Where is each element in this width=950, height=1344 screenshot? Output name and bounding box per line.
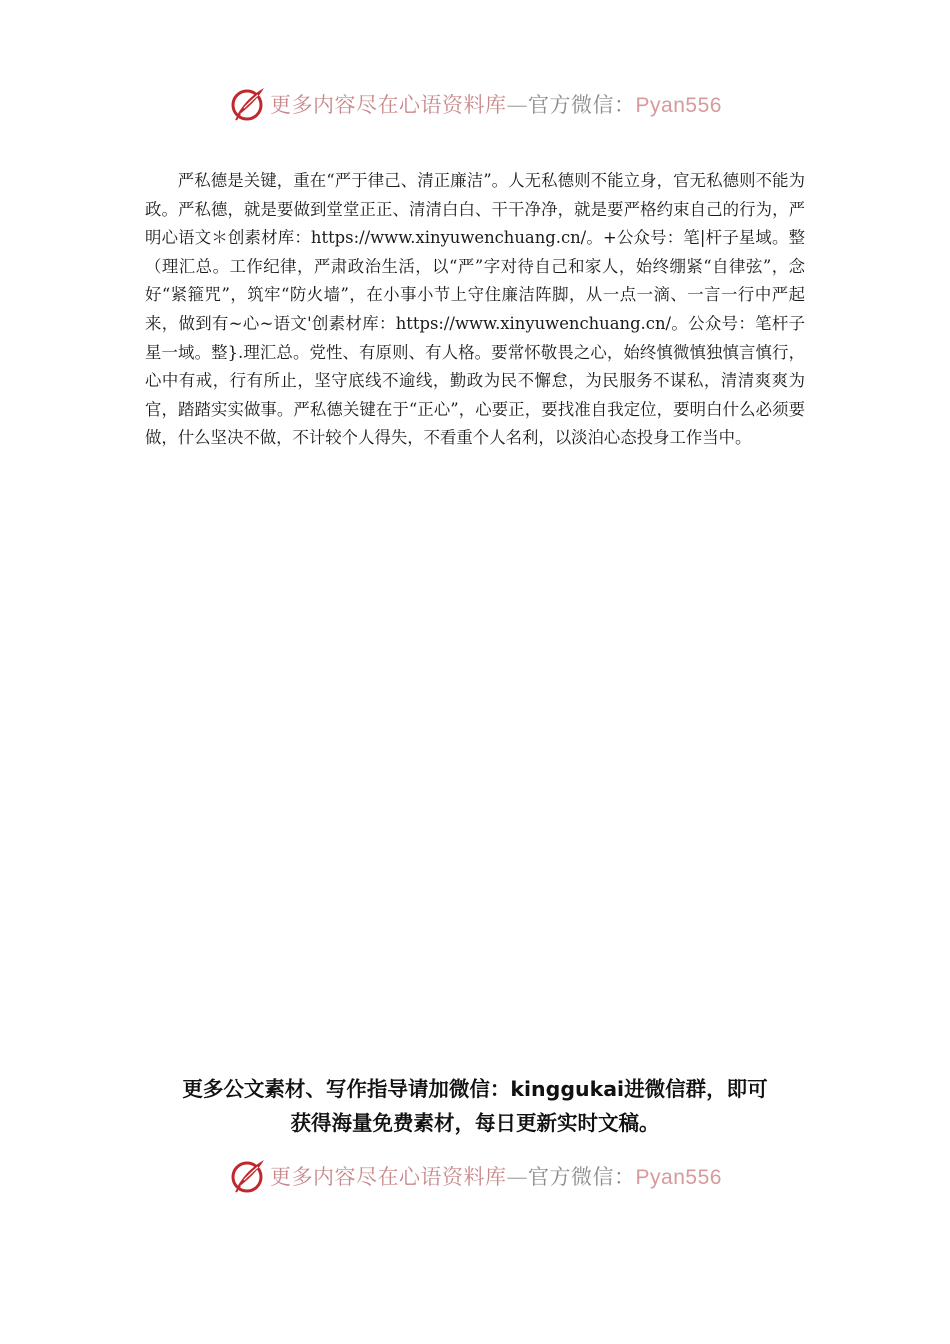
- promo-line-1: 更多公文素材、写作指导请加微信：kinggukai进微信群，即可: [182, 1077, 768, 1101]
- header-dash: —: [506, 93, 529, 117]
- header-wechat-label: 官方微信：: [528, 93, 636, 117]
- footer-account: Pyan556: [635, 1166, 722, 1189]
- footer-text: [270, 1161, 722, 1191]
- footer-wechat-label: 官方微信：: [528, 1165, 636, 1189]
- footer-dash: —: [506, 1165, 529, 1189]
- header-site-text: 更多内容尽在心语资料库: [270, 93, 507, 117]
- quill-pen-logo-icon: [228, 84, 268, 124]
- footer-site-text: 更多内容尽在心语资料库: [270, 1165, 507, 1189]
- footer-banner: [0, 1154, 950, 1198]
- promo-line-2: 获得海量免费素材，每日更新实时文稿。: [290, 1111, 660, 1135]
- body-paragraph: 严私德是关键，重在“严于律己、清正廉洁”。人无私德则不能立身，官无私德则不能为政。严私德，就是要做到堂堂正正、清清白白、干干净净，就是要严格约束自己的行为，严明心语文＊创素材库：https://www.xinyuwenchuang.cn/。+公众号：笔|杆子星域。整（理汇总。工作纪律，严肃政治生活，以“严”字对待自己和家人，始终绷紧“自律弦”，念好“紧箍咒”，筑牢“防火墙”，在小事小节上守住廉洁阵脚，从一点一滴、一言一行中严起来，做到有~心~语文'创素材库：https://www.xinyuwenchuang.cn/。公众号：笔杆子星一域。整}.理汇总。党性、有原则、有人格。要常怀敬畏之心，始终慎微慎独慎言慎行，心中有戒，行有所止，坚守底线不逾线，勤政为民不懈怠，为民服务不谋私，清清爽爽为官，踏踏实实做事。严私德关键在于“正心”，心要正，要找准自我定位，要明白什么必须要做，什么坚决不做，不计较个人得失，不看重个人名利，以淡泊心态投身工作当中。: [145, 171, 805, 448]
- header-account: Pyan556: [635, 94, 722, 117]
- promo-block: [100, 1072, 850, 1140]
- header-banner: [0, 82, 950, 126]
- header-text: [270, 89, 722, 119]
- quill-pen-logo-icon: [228, 1156, 268, 1196]
